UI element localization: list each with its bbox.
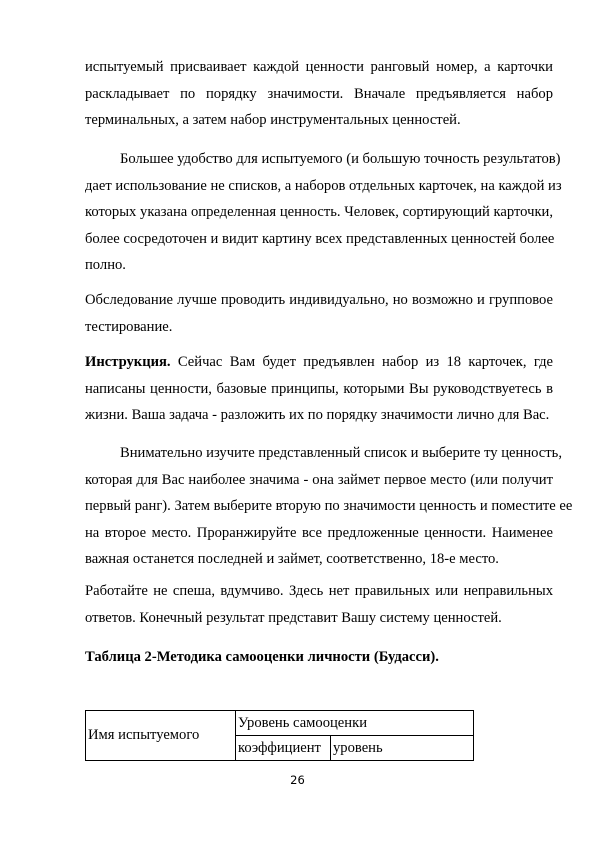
text-line: Внимательно изучите представленный список и выберите ту ценность, — [120, 445, 562, 461]
text-line: более сосредоточен и видит картину всех представленных ценностей более — [85, 230, 555, 247]
text-line: ответов. Конечный результат представит Вашу систему ценностей. — [85, 609, 502, 626]
text-line: терминальных, а затем набор инструментальных ценностей. — [85, 112, 461, 128]
text-line: Обследование лучше проводить индивидуально, но возможно и групповое — [85, 292, 553, 308]
paragraph-1 — [85, 54, 553, 134]
text-line: дает использование не списков, а наборов отдельных карточек, на каждой из — [85, 177, 562, 194]
page-number: 26 — [290, 773, 305, 787]
table-header-subject-name: Имя испытуемого — [86, 711, 236, 761]
text-line: первый ранг). Затем выберите вторую по значимости ценность и поместите ее — [85, 498, 573, 514]
text-line: полно. — [85, 257, 126, 273]
text-line: раскладывает по порядку значимости. Вначале предъявляется набор — [85, 85, 553, 102]
table-header-level: уровень — [331, 736, 474, 761]
text-line: Работайте не спеша, вдумчиво. Здесь нет правильных или неправильных — [85, 583, 553, 599]
text-line: Большее удобство для испытуемого (и большую точность результатов) — [120, 151, 561, 167]
text-line: которых указана определенная ценность. Человек, сортирующий карточки, — [85, 204, 553, 220]
table-caption: Таблица 2-Методика самооценки личности (Будасси). — [85, 649, 439, 665]
paragraph-5 — [85, 440, 573, 573]
text-line: которая для Вас наиболее значима - она займет первое место (или получит — [85, 471, 553, 488]
self-esteem-table — [85, 710, 474, 761]
text-line: важная останется последней и займет, соответственно, 18-е место. — [85, 551, 499, 567]
instruction-label: Инструкция. — [85, 354, 171, 370]
table-header-self-esteem-level: Уровень самооценки — [236, 711, 474, 736]
text-line-rest: Сейчас Вам будет предъявлен набор из 18 карточек, где — [170, 354, 553, 370]
paragraph-4 — [85, 349, 553, 429]
text-line — [85, 349, 553, 376]
text-line: жизни. Ваша задача - разложить их по порядку значимости лично для Вас. — [85, 407, 550, 423]
paragraph-3 — [85, 287, 553, 340]
text-line: испытуемый присваивает каждой ценности ранговый номер, а карточки — [85, 59, 553, 75]
table-header-coefficient: коэффициент — [236, 736, 331, 761]
text-line: на второе место. Проранжируйте все предложенные ценности. Наименее — [85, 524, 553, 541]
paragraph-2 — [85, 146, 562, 279]
text-line: написаны ценности, базовые принципы, которыми Вы руководствуетесь в — [85, 380, 553, 397]
paragraph-6 — [85, 578, 553, 631]
text-line: тестирование. — [85, 318, 173, 335]
